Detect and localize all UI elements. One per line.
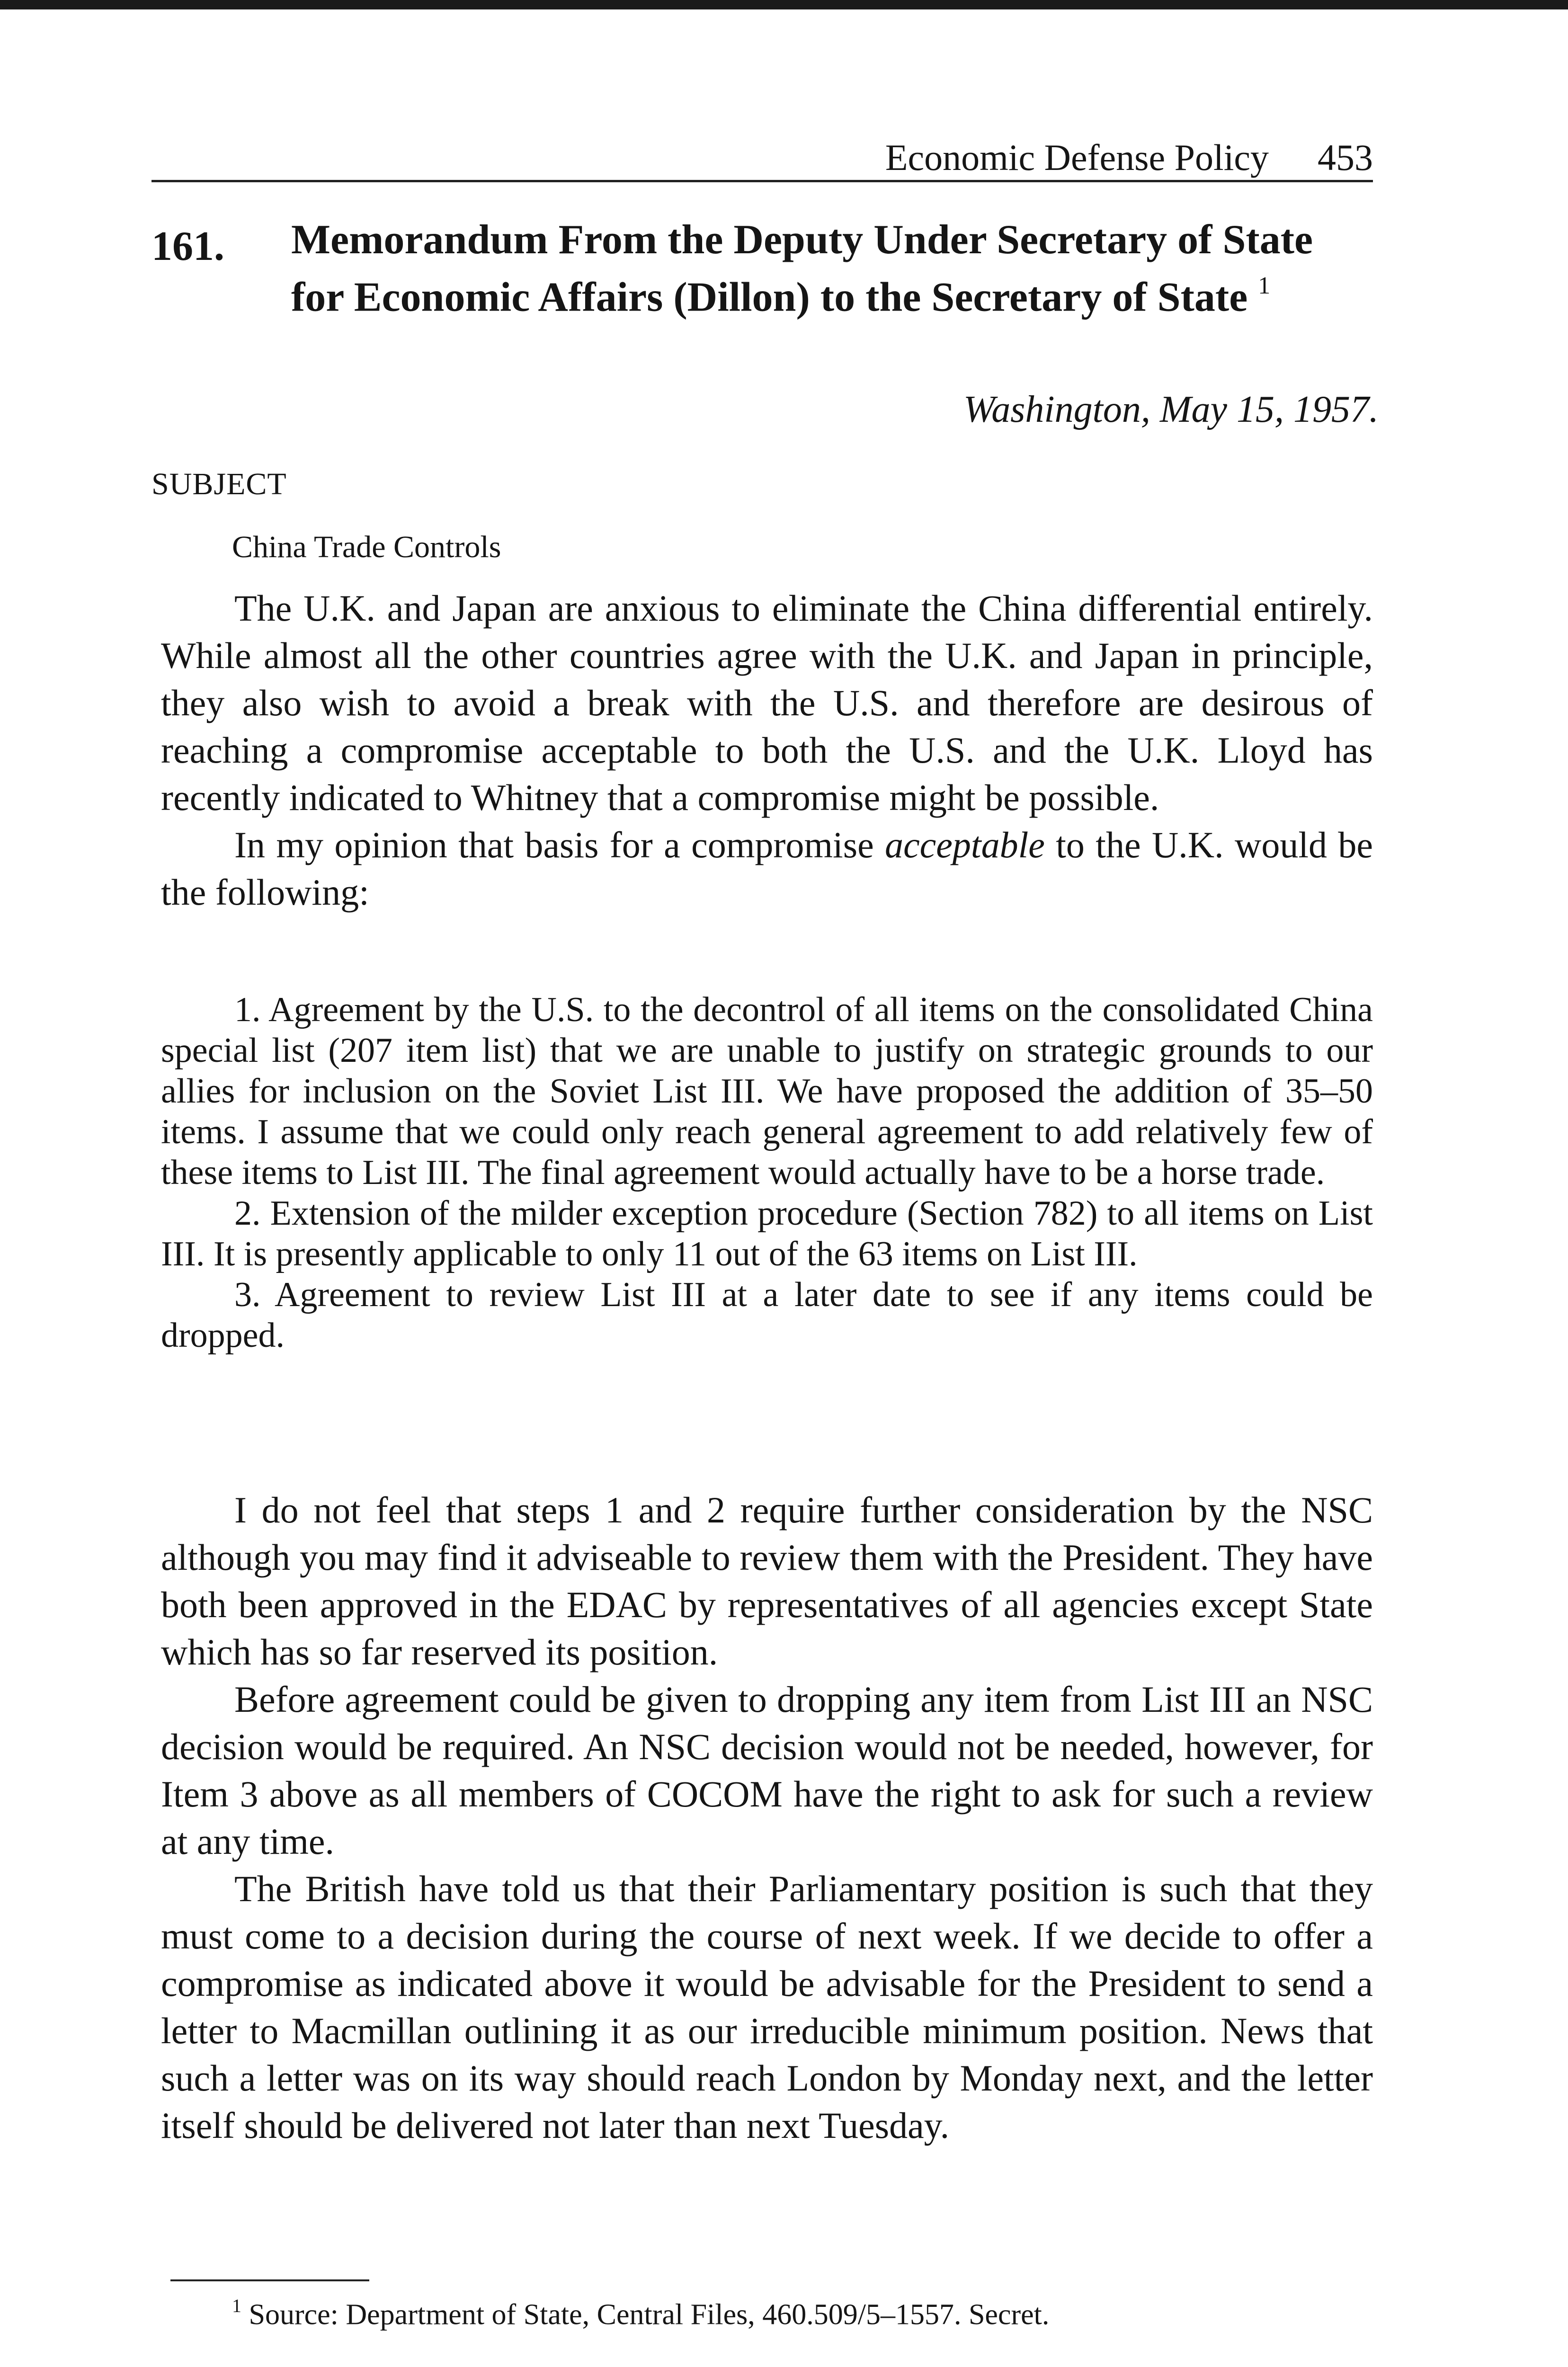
running-head-title: Economic Defense Policy [885,137,1269,178]
document-title-line-1: Memorandum From the Deputy Under Secretary of State [291,217,1313,263]
document-number: 161. [151,223,224,269]
list-item-3: 3. Agreement to review List III at a later date to see if any items could be dropped. [161,1275,1373,1355]
title-footnote-marker: 1 [1258,272,1271,299]
list-item-1: 1. Agreement by the U.S. to the decontrol of all items on the consolidated China special list (207 item list) that we are unable to justify on strategic grounds to our allies for inclusion on the Soviet List III. We have proposed the addition of 35–50 items. I assume that we could only reach general agreement to add relatively few of these items to List III. The final agreement would actually have to be a horse trade. [161,990,1373,1192]
body-closing [161,1486,1373,2149]
footnote-text: Source: Department of State, Central Files, 460.509/5–1557. Secret. [249,2298,1050,2331]
page-number: 453 [1318,137,1373,178]
subject-value: China Trade Controls [232,530,501,564]
paragraph-nsc-decision: Before agreement could be given to dropping any item from List III an NSC decision would be required. An NSC decision would not be needed, however, for Item 3 above as all members of COCOM have the right to ask for such a review at any time. [161,1679,1373,1862]
opinion-text-after: to the U.K. would be the following: [161,824,1373,913]
dateline: Washington, May 15, 1957. [963,389,1379,430]
body-intro [161,585,1373,916]
footnote-rule [170,2279,369,2281]
page-top-border [0,0,1568,9]
opinion-emphasis: acceptable [885,824,1045,865]
list-item-2: 2. Extension of the milder exception procedure (Section 782) to all items on List III. It is presently applicable to only 11 out of the 63 items on List III. [161,1194,1373,1273]
footnote [232,2289,1049,2334]
numbered-list [161,989,1373,1356]
footnote-marker: 1 [232,2295,241,2316]
document-title-line-2 [291,264,1380,321]
paragraph-opinion [161,821,1373,916]
running-head [151,128,1373,182]
document-title-line-2-text: for Economic Affairs (Dillon) to the Secretary of State [291,274,1248,320]
paragraph-steps: I do not feel that steps 1 and 2 require further consideration by the NSC although you may find it adviseable to review them with the President. They have both been approved in the EDAC by representatives of all agencies except State which has so far reserved its position. [161,1489,1373,1673]
subject-label: SUBJECT [151,467,287,501]
paragraph-1: The U.K. and Japan are anxious to eliminate the China differential entirely. While almost all the other countries agree with the U.K. and Japan in principle, they also wish to avoid a break with the U.S. and therefore are desirous of reaching a compromise acceptable to both the U.S. and the U.K. Lloyd has recently indicated to Whitney that a compromise might be possible. [161,587,1373,818]
opinion-text-before: In my opinion that basis for a compromise [234,824,885,865]
document-title [291,215,1380,321]
paragraph-british-position: The British have told us that their Parliamentary position is such that they must come to a decision during the course of next week. If we decide to offer a compromise as indicated above it would be advisable for the President to send a letter to Macmillan outlining it as our irreducible minimum position. News that such a letter was on its way should reach London by Monday next, and the letter itself should be delivered not later than next Tuesday. [161,1868,1373,2146]
